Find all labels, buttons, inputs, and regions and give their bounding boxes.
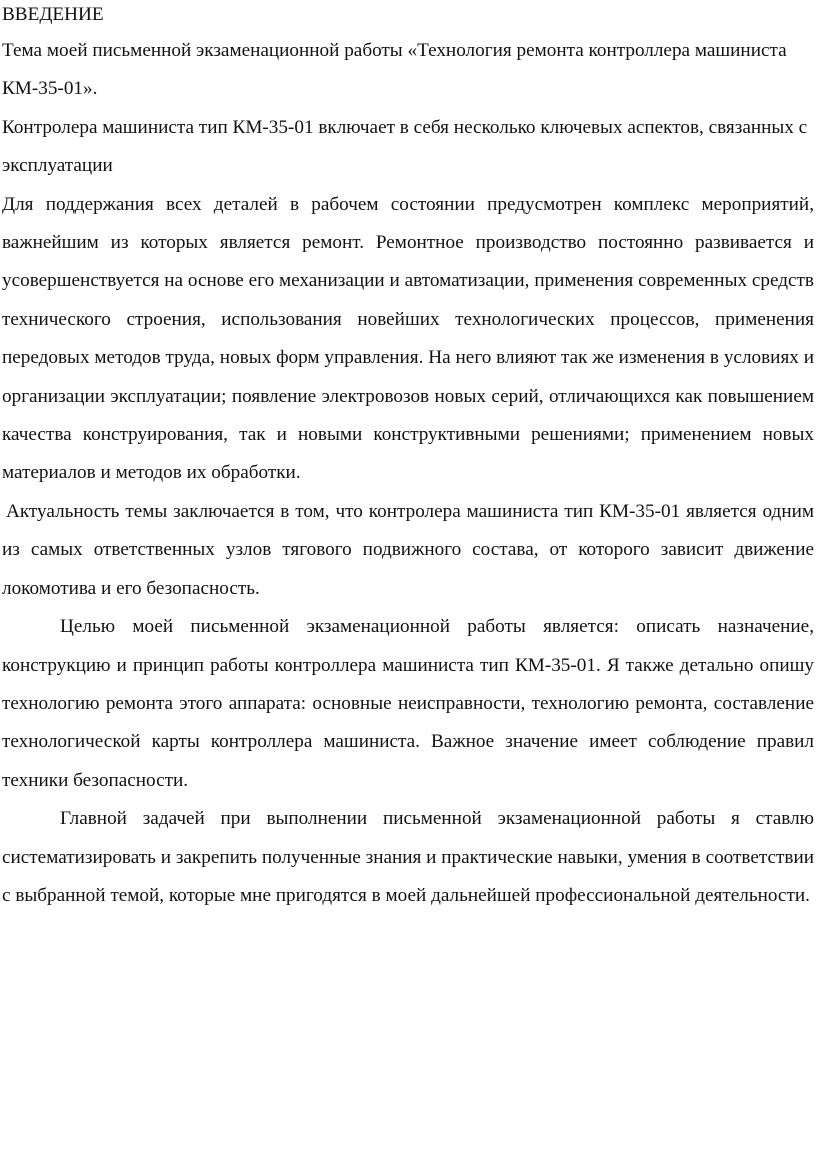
- paragraph-relevance: Актуальность темы заключается в том, что контролера машиниста тип КМ-35-01 является одним из самых ответственных узлов тягового подвижного состава, от которого зависит движение локомотива и его безопасность.: [2, 500, 814, 599]
- paragraph-controller-aspects: Контролера машиниста тип КМ-35-01 включает в себя несколько ключевых аспектов, связанных с эксплуатации: [2, 116, 808, 177]
- paragraph-topic: Тема моей письменной экзаменационной работы «Технология ремонта контроллера машиниста КМ-35-01».: [2, 40, 787, 100]
- document-heading: ВВЕДЕНИЕ: [2, 4, 104, 25]
- paragraph-main-task: Главной задачей при выполнении письменной экзаменационной работы я ставлю систематизировать и закрепить полученные знания и практические навыки, умения в соответствии с выбранной темой, которые мне пригодятся в моей дальнейшей профессиональной деятельности.: [2, 808, 814, 906]
- paragraph-goal: Целью моей письменной экзаменационной работы является: описать назначение, конструкцию и принцип работы контроллера машиниста тип КМ-35-01. Я также детально опишу технологию ремонта этого аппарата: основные неисправности, технологию ремонта, составление технологической карты контроллера машиниста. Важное значение имеет соблюдение правил техники безопасности.: [2, 616, 814, 791]
- paragraph-maintenance: Для поддержания всех деталей в рабочем состоянии предусмотрен комплекс мероприятий, важнейшим из которых является ремонт. Ремонтное производство постоянно развивается и усовершенствуется на основе его механизации и автоматизации, применения современных средств технического строения, использования новейших технологических процессов, применения передовых методов труда, новых форм управления. На него влияют так же изменения в условиях и организации эксплуатации; появление электровозов новых серий, отличающихся как повышением качества конструирования, так и новыми конструктивными решениями; применением новых материалов и методов их обработки.: [2, 193, 814, 484]
